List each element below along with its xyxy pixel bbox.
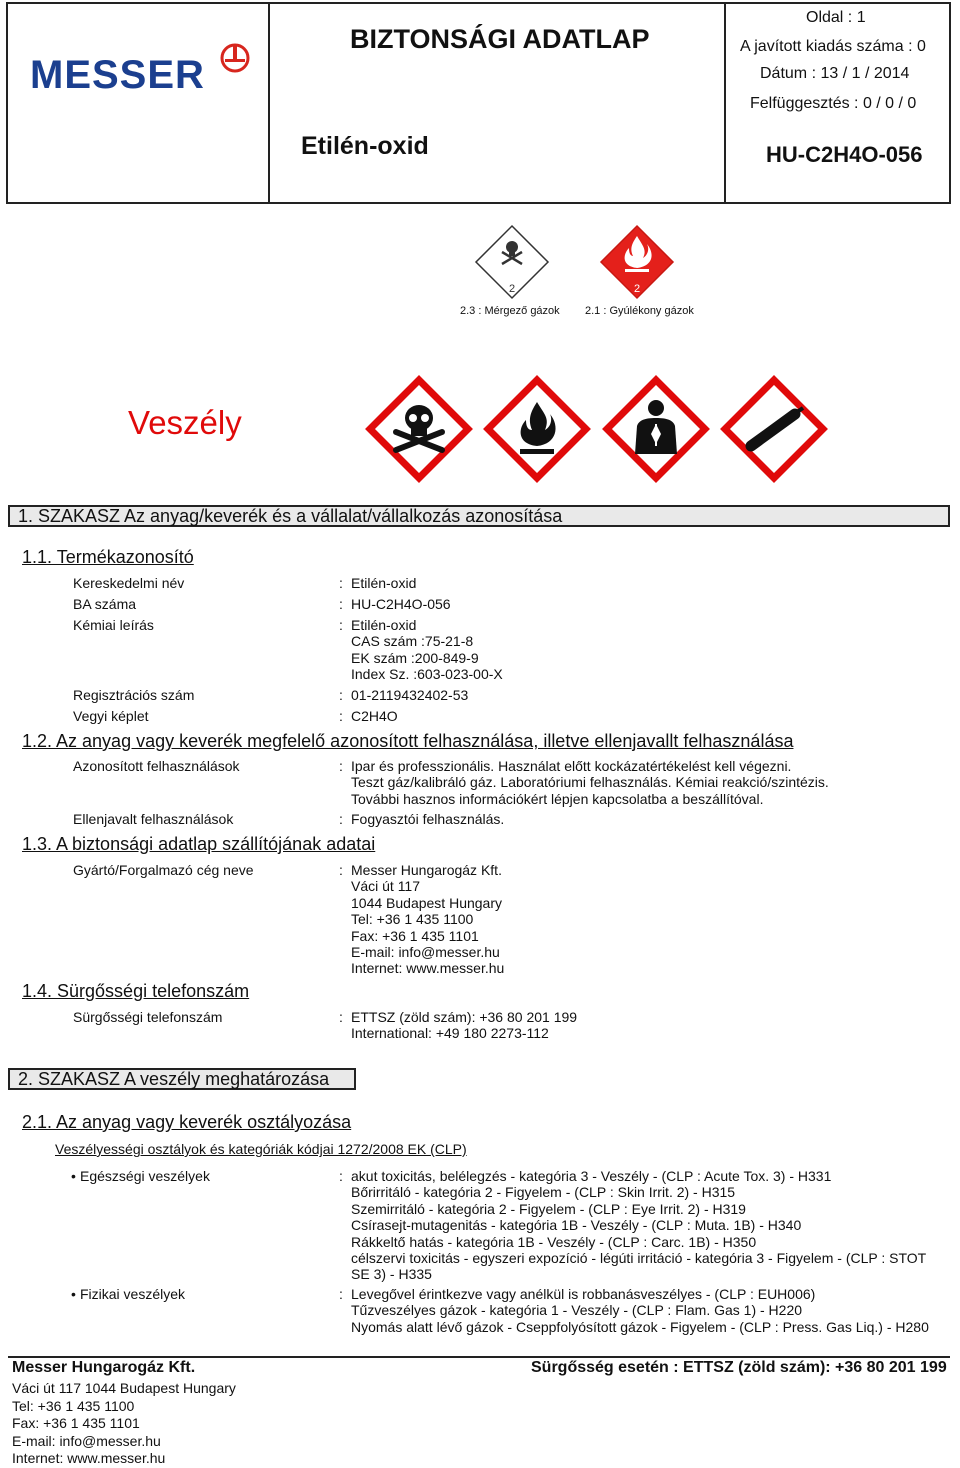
toxic-class-number: 2 xyxy=(508,283,516,295)
text-line: célszervi toxicitás - egyszeri expozíció - légúti irritáció - kategória 3 - Figyelem - (CLP : STOT xyxy=(351,1250,927,1267)
header-divider xyxy=(724,4,726,202)
page-number: Oldal : 1 xyxy=(806,9,866,26)
ba-value: HU-C2H4O-056 xyxy=(351,596,451,612)
supplier-label: Gyártó/Forgalmazó cég neve xyxy=(73,862,254,878)
flammable-class-number: 2 xyxy=(633,283,641,295)
colon: : xyxy=(339,596,343,612)
text-line: ETTSZ (zöld szám): +36 80 201 199 xyxy=(351,1009,578,1025)
revision-number: A javított kiadás száma : 0 xyxy=(740,38,926,55)
gas-cylinder-icon xyxy=(719,374,829,484)
section-1-header: 1. SZAKASZ Az anyag/keverék és a vállalat/vállalkozás azonosítása xyxy=(8,505,950,527)
footer-divider xyxy=(8,1356,950,1358)
text-line: Ipar és professzionális. Használat előtt kockázatértékelést kell végezni. xyxy=(351,758,792,774)
text-line: Fax: +36 1 435 1101 xyxy=(12,1415,140,1431)
classification-heading: Veszélyességi osztályok és kategóriák kódjai 1272/2008 EK (CLP) xyxy=(55,1141,467,1157)
text-line: Csírasejt-mutagenitás - kategória 1B - Veszély - (CLP : Muta. 1B) - H340 xyxy=(351,1217,802,1234)
formula-label: Vegyi képlet xyxy=(73,708,149,724)
issue-date: Dátum : 13 / 1 / 2014 xyxy=(760,65,910,82)
health-hazards-label: Egészségi veszélyek xyxy=(80,1168,210,1184)
signal-word: Veszély xyxy=(128,404,242,441)
chem-description-value xyxy=(351,617,503,683)
messer-logo xyxy=(28,42,253,96)
subsection-1-1: 1.1. Termékazonosító xyxy=(22,547,194,567)
flame-icon xyxy=(482,374,592,484)
document-header xyxy=(6,2,951,204)
colon: : xyxy=(339,1168,343,1184)
supplier-value xyxy=(351,862,504,977)
text-line: SE 3) - H335 xyxy=(351,1266,432,1283)
text-line: Internet: www.messer.hu xyxy=(351,960,505,977)
subsection-2-1: 2.1. Az anyag vagy keverék osztályozása xyxy=(22,1112,352,1132)
health-hazard-icon xyxy=(601,374,711,484)
text-line: Tel: +36 1 435 1100 xyxy=(12,1397,135,1414)
logo-text: MESSER xyxy=(30,53,205,96)
formula-value: C2H4O xyxy=(351,708,398,724)
colon: : xyxy=(339,617,343,633)
transport-flammable-label-icon xyxy=(597,222,677,302)
text-line: Teszt gáz/kalibráló gáz. Laboratóriumi felhasználás. Kémiai reakció/szintézis. xyxy=(351,774,829,791)
registration-label: Regisztrációs szám xyxy=(73,687,195,703)
emergency-phone-value xyxy=(351,1009,577,1042)
trade-name-value: Etilén-oxid xyxy=(351,575,417,591)
skull-crossbones-icon xyxy=(364,374,474,484)
header-divider xyxy=(268,4,270,202)
ba-label: BA száma xyxy=(73,596,137,612)
identified-uses-label: Azonosított felhasználások xyxy=(73,758,240,774)
subsection-1-4: 1.4. Sürgősségi telefonszám xyxy=(22,981,250,1001)
text-line: E-mail: info@messer.hu xyxy=(12,1432,161,1449)
footer-company: Messer Hungarogáz Kft. xyxy=(12,1359,196,1376)
text-line: Index Sz. :603-023-00-X xyxy=(351,666,503,683)
footer-emergency: Sürgősség esetén : ETTSZ (zöld szám): +36 80 201 199 xyxy=(531,1359,947,1376)
text-line: CAS szám :75-21-8 xyxy=(351,633,474,650)
text-line: Váci út 117 1044 Budapest Hungary xyxy=(12,1380,236,1396)
text-line: International: +49 180 2273-112 xyxy=(351,1025,549,1042)
flammable-caption: 2.1 : Gyúlékony gázok xyxy=(585,305,694,317)
colon: : xyxy=(339,687,343,703)
document-title: BIZTONSÁGI ADATLAP xyxy=(350,24,650,54)
health-hazards-value xyxy=(351,1168,926,1283)
text-line: Internet: www.messer.hu xyxy=(12,1450,166,1466)
emergency-phone-label: Sürgősségi telefonszám xyxy=(73,1009,223,1025)
text-line: 1044 Budapest Hungary xyxy=(351,894,502,911)
text-line: Messer Hungarogáz Kft. xyxy=(351,862,502,878)
footer-address xyxy=(12,1380,236,1468)
subsection-1-3: 1.3. A biztonsági adatlap szállítójának adatai xyxy=(22,834,376,854)
text-line: Tel: +36 1 435 1100 xyxy=(351,911,474,928)
substance-name: Etilén-oxid xyxy=(301,132,429,160)
identified-uses-value xyxy=(351,758,829,807)
text-line: EK szám :200-849-9 xyxy=(351,649,479,666)
text-line: További hasznos információkért lépjen kapcsolatba a beszállítóval. xyxy=(351,790,764,807)
text-line: akut toxicitás, belélegzés - kategória 3 - Veszély - (CLP : Acute Tox. 3) - H331 xyxy=(351,1168,832,1184)
subsection-1-2: 1.2. Az anyag vagy keverék megfelelő azonosított felhasználása, illetve ellenjavallt felhasználása xyxy=(22,731,794,751)
text-line: Tűzveszélyes gázok - kategória 1 - Veszély - (CLP : Flam. Gas 1) - H220 xyxy=(351,1302,803,1319)
physical-hazards-value xyxy=(351,1286,929,1335)
registration-value: 01-2119432402-53 xyxy=(351,687,469,703)
colon: : xyxy=(339,811,343,827)
text-line: E-mail: info@messer.hu xyxy=(351,944,500,961)
text-line: Etilén-oxid xyxy=(351,617,417,633)
text-line: Nyomás alatt lévő gázok - Cseppfolyósított gázok - Figyelem - (CLP : Press. Gas Liq.) - H280 xyxy=(351,1318,929,1335)
colon: : xyxy=(339,758,343,774)
toxic-caption: 2.3 : Mérgező gázok xyxy=(460,305,560,317)
document-code: HU-C2H4O-056 xyxy=(766,142,923,167)
transport-toxic-label-icon xyxy=(472,222,552,302)
colon: : xyxy=(339,708,343,724)
text-line: Levegővel érintkezve vagy anélkül is robbanásveszélyes - (CLP : EUH006) xyxy=(351,1286,816,1302)
section-2-header: 2. SZAKASZ A veszély meghatározása xyxy=(8,1068,356,1090)
text-line: Bőrirritáló - kategória 2 - Figyelem - (CLP : Skin Irrit. 2) - H315 xyxy=(351,1184,736,1201)
bullet: • xyxy=(71,1286,76,1302)
colon: : xyxy=(339,575,343,591)
colon: : xyxy=(339,1286,343,1302)
text-line: Szemirritáló - kategória 2 - Figyelem - (CLP : Eye Irrit. 2) - H319 xyxy=(351,1200,746,1217)
bullet: • xyxy=(71,1168,76,1184)
trade-name-label: Kereskedelmi név xyxy=(73,575,185,591)
colon: : xyxy=(339,1009,343,1025)
contraindicated-uses-value: Fogyasztói felhasználás. xyxy=(351,811,505,827)
text-line: Rákkeltő hatás - kategória 1B - Veszély - (CLP : Carc. 1B) - H350 xyxy=(351,1233,757,1250)
suspension: Felfüggesztés : 0 / 0 / 0 xyxy=(750,95,917,112)
chem-description-label: Kémiai leírás xyxy=(73,617,154,633)
colon: : xyxy=(339,862,343,878)
contraindicated-uses-label: Ellenjavalt felhasználások xyxy=(73,811,234,827)
physical-hazards-label: Fizikai veszélyek xyxy=(80,1286,186,1302)
text-line: Fax: +36 1 435 1101 xyxy=(351,927,479,944)
text-line: Váci út 117 xyxy=(351,878,421,895)
